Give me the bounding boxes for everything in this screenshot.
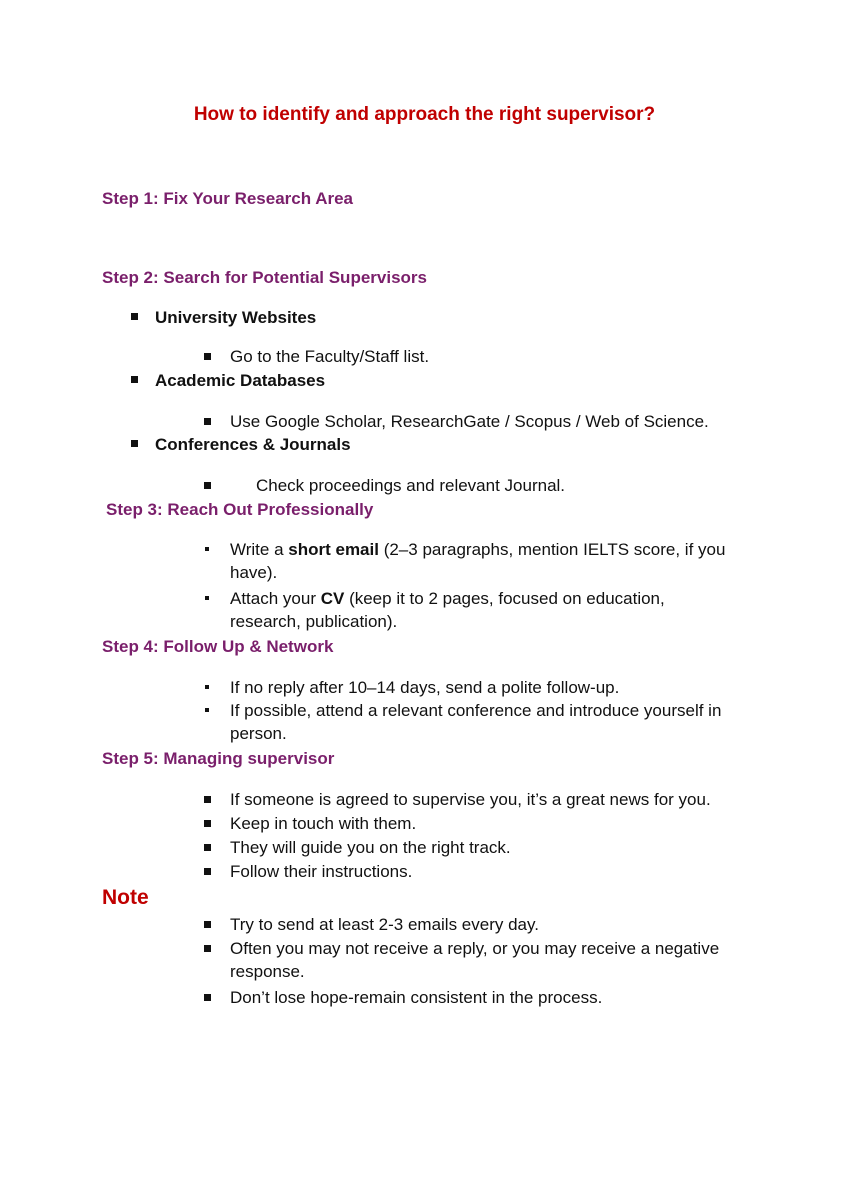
list-item bbox=[204, 812, 416, 835]
square-bullet-icon bbox=[204, 820, 211, 827]
source-conferences-journals bbox=[131, 435, 351, 455]
square-bullet-icon bbox=[204, 921, 211, 928]
item-text: If no reply after 10–14 days, send a polite follow-up. bbox=[230, 678, 620, 697]
square-bullet-icon bbox=[204, 418, 211, 425]
list-item bbox=[204, 860, 412, 883]
square-bullet-icon bbox=[131, 440, 138, 447]
square-bullet-icon bbox=[204, 353, 211, 360]
source-label: Academic Databases bbox=[155, 371, 326, 390]
item-emphasis: short email bbox=[288, 540, 379, 559]
step2-heading: Step 2: Search for Potential Supervisors bbox=[102, 268, 427, 287]
source-academic-databases bbox=[131, 371, 325, 391]
detail-text: Check proceedings and relevant Journal. bbox=[256, 476, 566, 495]
list-item bbox=[204, 913, 539, 936]
list-item bbox=[204, 788, 711, 811]
step1-heading: Step 1: Fix Your Research Area bbox=[102, 189, 354, 208]
square-bullet-icon bbox=[205, 547, 209, 551]
item-text: Follow their instructions. bbox=[230, 862, 413, 881]
source-detail bbox=[204, 474, 565, 497]
square-bullet-icon bbox=[204, 482, 211, 489]
square-bullet-icon bbox=[205, 685, 209, 689]
item-emphasis: CV bbox=[320, 589, 345, 608]
list-item bbox=[204, 836, 511, 859]
item-text: Keep in touch with them. bbox=[230, 814, 417, 833]
item-text: If someone is agreed to supervise you, it’s a great news for you. bbox=[230, 790, 711, 809]
list-item bbox=[204, 937, 770, 983]
square-bullet-icon bbox=[131, 313, 138, 320]
square-bullet-icon bbox=[204, 945, 211, 952]
square-bullet-icon bbox=[204, 844, 211, 851]
square-bullet-icon bbox=[205, 596, 209, 600]
square-bullet-icon bbox=[204, 796, 211, 803]
page-title: How to identify and approach the right supervisor? bbox=[193, 104, 656, 125]
step4-heading: Step 4: Follow Up & Network bbox=[102, 637, 334, 656]
square-bullet-icon bbox=[204, 868, 211, 875]
item-text: If possible, attend a relevant conference and introduce yourself in person. bbox=[230, 701, 722, 743]
list-item bbox=[204, 699, 750, 745]
list-item bbox=[204, 538, 760, 584]
step5-heading: Step 5: Managing supervisor bbox=[102, 749, 335, 768]
list-item bbox=[204, 676, 619, 699]
item-text: Try to send at least 2-3 emails every day. bbox=[230, 915, 539, 934]
detail-text: Use Google Scholar, ResearchGate / Scopus / Web of Science. bbox=[230, 412, 709, 431]
item-text: Write a bbox=[230, 540, 289, 559]
item-text: (keep it to 2 pages, focused on education, research, publication). bbox=[230, 589, 665, 631]
square-bullet-icon bbox=[131, 376, 138, 383]
square-bullet-icon bbox=[204, 994, 211, 1001]
item-text: (2–3 paragraphs, mention IELTS score, if you have). bbox=[230, 540, 726, 582]
item-text: Often you may not receive a reply, or you may receive a negative response. bbox=[230, 939, 720, 981]
source-university-websites bbox=[131, 308, 316, 328]
list-item bbox=[204, 986, 602, 1009]
step3-heading: Step 3: Reach Out Professionally bbox=[106, 500, 374, 519]
source-detail bbox=[204, 410, 709, 433]
list-item bbox=[204, 587, 730, 633]
item-text: Attach your bbox=[230, 589, 321, 608]
source-label: Conferences & Journals bbox=[155, 435, 351, 454]
detail-text: Go to the Faculty/Staff list. bbox=[230, 347, 430, 366]
note-heading: Note bbox=[102, 886, 149, 909]
source-label: University Websites bbox=[155, 308, 317, 327]
source-detail bbox=[204, 345, 429, 368]
item-text: Don’t lose hope-remain consistent in the process. bbox=[230, 988, 603, 1007]
square-bullet-icon bbox=[205, 708, 209, 712]
item-text: They will guide you on the right track. bbox=[230, 838, 511, 857]
